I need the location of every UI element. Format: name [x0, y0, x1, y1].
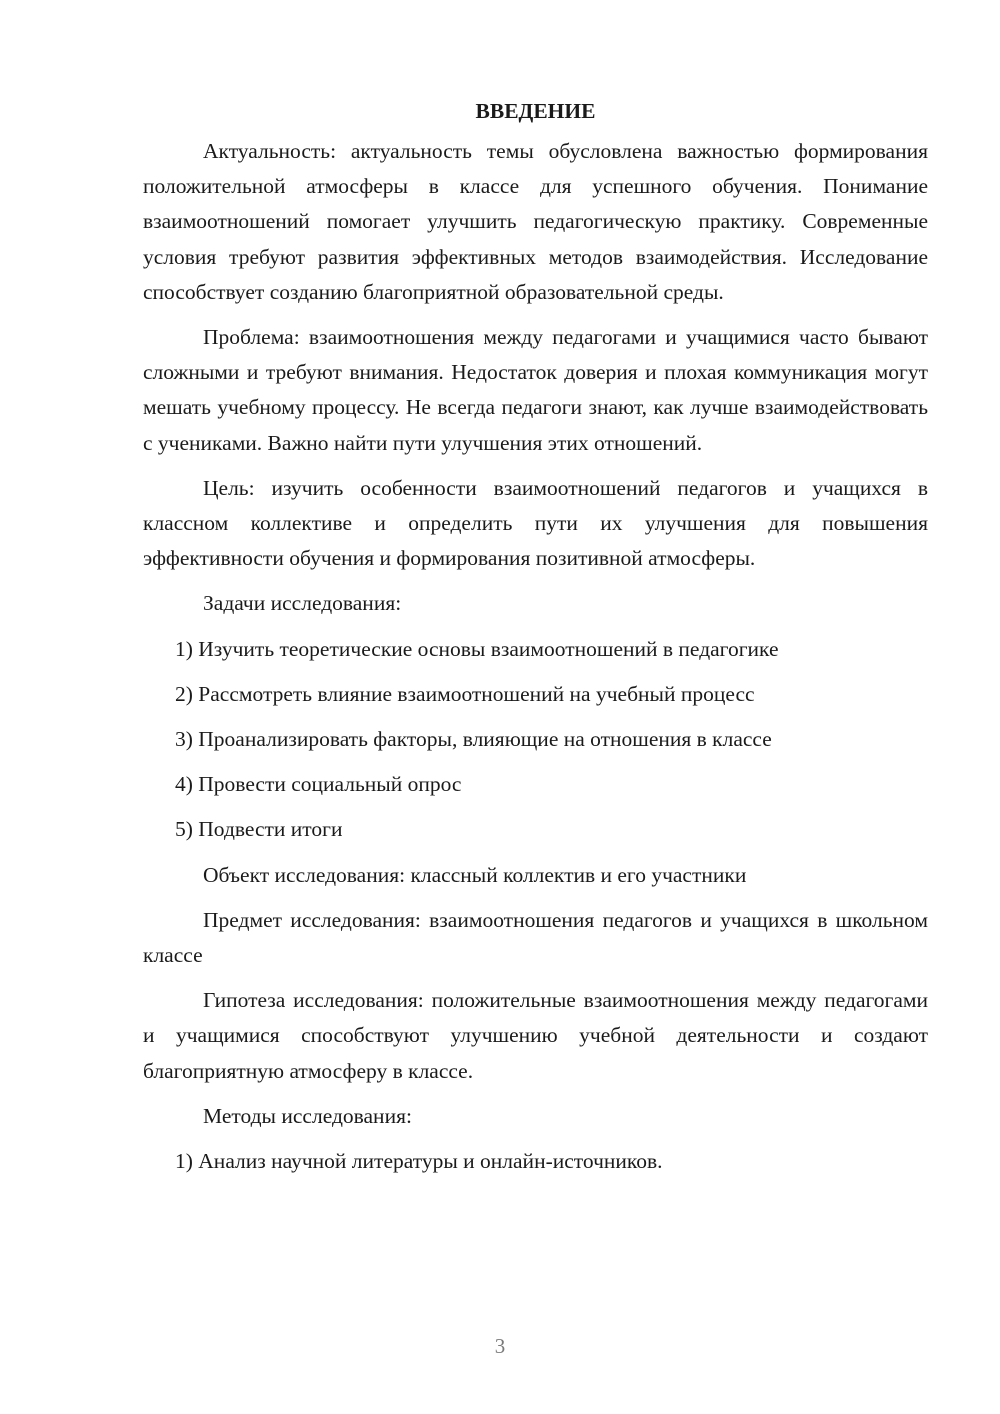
list-item: 5) Подвести итоги: [175, 817, 343, 842]
list-item: 1) Изучить теоретические основы взаимоотношений в педагогике: [175, 636, 779, 661]
page-title: ВВЕДЕНИЕ: [475, 99, 596, 123]
subject-paragraph: Предмет исследования: взаимоотношения педагогов и учащихся в школьном классе: [143, 907, 928, 968]
list-item: 4) Провести социальный опрос: [175, 772, 462, 797]
problem-paragraph: Проблема: взаимоотношения между педагогами и учащимися часто бывают сложными и требуют внимания. Недостаток доверия и плохая коммуникация могут мешать учебному процессу. Не всегда педагоги знают, как лучше взаимодействовать с учениками. Важно найти пути улучшения этих отношений.: [143, 325, 928, 455]
tasks-heading: Задачи исследования:: [203, 591, 402, 616]
hypothesis-paragraph: Гипотеза исследования: положительные взаимоотношения между педагогами и учащимися способствуют улучшению учебной деятельности и создают благоприятную атмосферу в классе.: [143, 988, 928, 1083]
relevance-paragraph: Актуальность: актуальность темы обусловлена важностью формирования положительной атмосферы в классе для успешного обучения. Понимание взаимоотношений помогает улучшить педагогическую практику. Современные условия требуют развития эффективных методов взаимодействия. Исследование способствует созданию благоприятной образовательной среды.: [143, 139, 928, 304]
page-number: 3: [494, 1334, 506, 1358]
document-page: [143, 96, 928, 1189]
goal-paragraph: Цель: изучить особенности взаимоотношений педагогов и учащихся в классном коллективе и определить пути их улучшения для повышения эффективности обучения и формирования позитивной атмосферы.: [143, 475, 928, 571]
list-item: 3) Проанализировать факторы, влияющие на отношения в классе: [175, 727, 772, 752]
methods-heading: Методы исследования:: [203, 1103, 412, 1128]
list-item: 2) Рассмотреть влияние взаимоотношений на учебный процесс: [175, 681, 755, 706]
tasks-list: [143, 632, 928, 848]
methods-list: [143, 1144, 928, 1179]
list-item: 1) Анализ научной литературы и онлайн-источников.: [175, 1149, 663, 1174]
object-line: Объект исследования: классный коллектив и его участники: [203, 862, 747, 887]
